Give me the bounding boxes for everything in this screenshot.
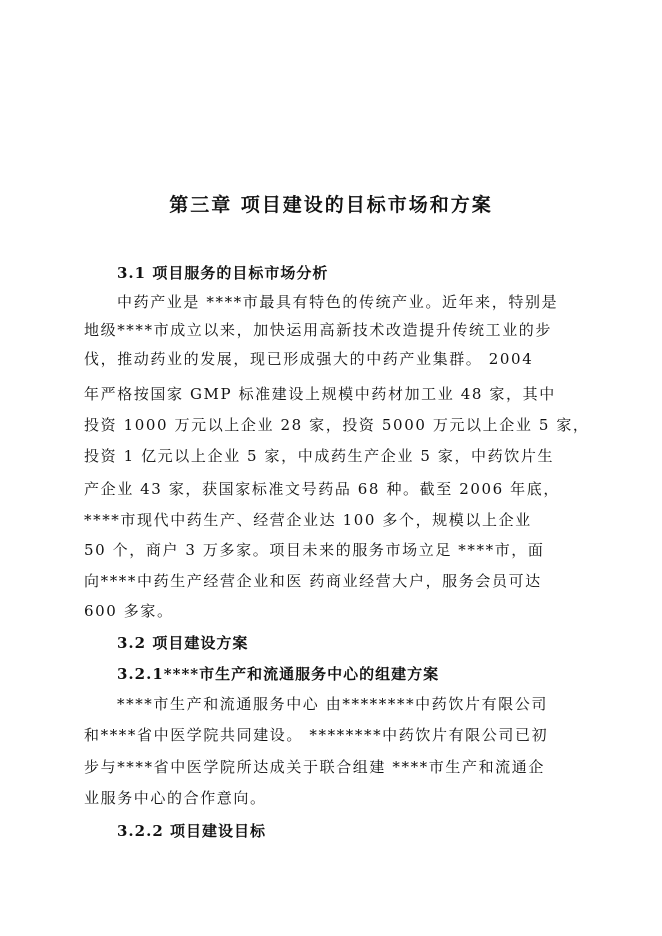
paragraph-line: 业服务中心的合作意向。 <box>84 789 267 807</box>
paragraph-line: 600 多家。 <box>84 602 174 620</box>
section-heading-3-2-1: 3.2.1****市生产和流通服务中心的组建方案 <box>117 665 440 683</box>
section-heading-3-1: 3.1 项目服务的目标市场分析 <box>117 264 329 282</box>
paragraph-line: 产企业 43 家，获国家标准文号药品 68 种。截至 2006 年底， <box>84 480 560 498</box>
paragraph-line: 年严格按国家 GMP 标准建设上规模中药材加工业 48 家，其中 <box>84 385 556 403</box>
paragraph-line: 投资 1000 万元以上企业 28 家，投资 5000 万元以上企业 5 家， <box>84 416 590 434</box>
paragraph-line: 地级****市成立以来，加快运用高新技术改造提升传统工业的步 <box>84 321 553 339</box>
paragraph-line: 和****省中医学院共同建设。 ********中药饮片有限公司已初 <box>84 726 549 744</box>
section-heading-3-2: 3.2 项目建设方案 <box>117 634 249 652</box>
paragraph-line: ****市生产和流通服务中心 由********中药饮片有限公司 <box>117 695 548 713</box>
paragraph-line: 50 个，商户 3 万多家。项目未来的服务市场立足 ****市，面 <box>84 541 545 559</box>
paragraph-line: 伐，推动药业的发展，现已形成强大的中药产业集群。 2004 <box>84 350 534 368</box>
paragraph-line: 投资 1 亿元以上企业 5 家，中成药生产企业 5 家，中药饮片生 <box>84 447 555 465</box>
paragraph-line: 向****中药生产经营企业和医 药商业经营大户，服务会员可达 <box>84 572 542 590</box>
section-heading-3-2-2: 3.2.2 项目建设目标 <box>117 822 266 840</box>
paragraph-line: ****市现代中药生产、经营企业达 100 多个，规模以上企业 <box>84 511 532 529</box>
paragraph-line: 中药产业是 ****市最具有特色的传统产业。近年来，特别是 <box>117 293 559 311</box>
paragraph-line: 步与****省中医学院所达成关于联合组建 ****市生产和流通企 <box>84 758 545 776</box>
chapter-title: 第三章 项目建设的目标市场和方案 <box>169 194 493 216</box>
